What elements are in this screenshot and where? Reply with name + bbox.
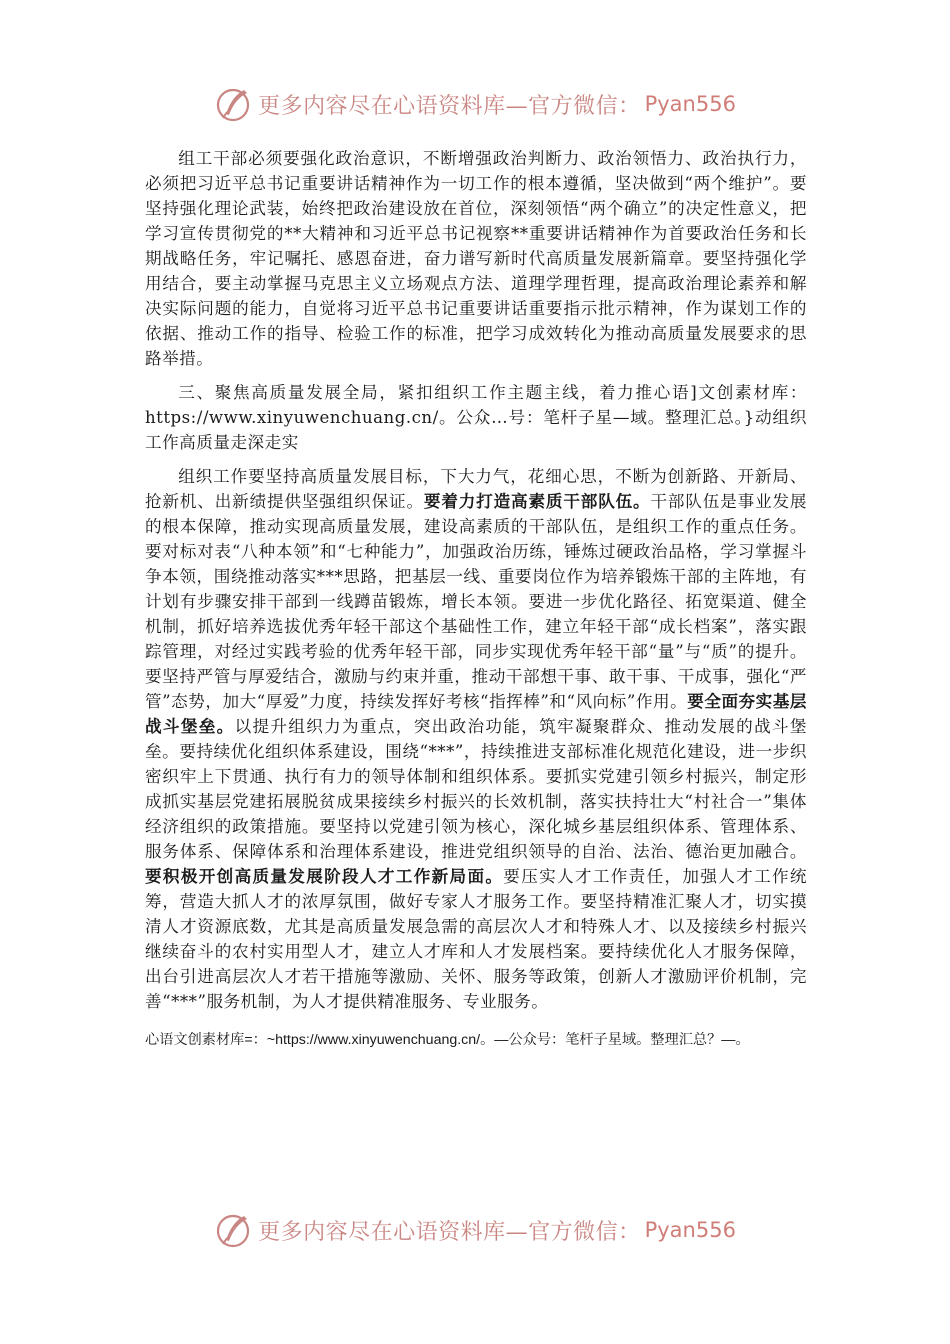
footer-wechat-id: Pyan556 bbox=[644, 1218, 736, 1242]
emphasis-talent: 要积极开创高质量发展阶段人才工作新局面。 bbox=[145, 866, 504, 886]
document-body bbox=[145, 146, 807, 1052]
footer-banner-text: 更多内容尽在心语资料库—官方微信： bbox=[258, 1219, 641, 1245]
p2-intro: 组织工作要坚持高质量发展目标，下大力气，花细心思，不断为创新路、开新局、抢新机、出新绩提供坚强组织保证。 bbox=[145, 467, 807, 511]
paragraph-political-awareness: 组工干部必须要强化政治意识，不断增强政治判断力、政治领悟力、政治执行力，必须把习近平总书记重要讲话精神作为一切工作的根本遵循，坚决做到“两个维护”。要坚持强化理论武装，始终把政治建设放在首位，深刻领悟“两个确立”的决定性意义，把学习宣传贯彻党的**大精神和习近平总书记视察**重要讲话精神作为首要政治任务和长期战略任务，牢记嘱托、感恩奋进，奋力谱写新时代高质量发展新篇章。要坚持强化学用结合，要主动掌握马克思主义立场观点方法、道理学理哲理，提高政治理论素养和解决实际问题的能力，自觉将习近平总书记重要讲话重要指示批示精神，作为谋划工作的依据、推动工作的指导、检验工作的标准，把学习成效转化为推动高质量发展要求的思路举措。 bbox=[145, 149, 807, 368]
emphasis-grassroots: 要全面夯实基层战斗堡垒。 bbox=[145, 691, 807, 736]
footer-banner bbox=[0, 1208, 950, 1252]
banner-text: 更多内容尽在心语资料库—官方微信： bbox=[258, 93, 641, 119]
source-footnote: 心语文创素材库=：~https://www.xinyuwenchuang.cn/。—公众号：笔杆子星域。整理汇总？—。 bbox=[145, 1032, 750, 1048]
paragraph-organization-work bbox=[145, 464, 807, 1014]
quill-logo-icon bbox=[214, 1210, 254, 1250]
p2-text-grassroots: 以提升组织力为重点，突出政治功能，筑牢凝聚群众、推动发展的战斗堡垒。要持续优化组织体系建设，围绕“***”，持续推进支部标准化规范化建设，进一步织密织牢上下贯通、执行有力的领导体制和组织体系。要抓实党建引领乡村振兴，制定形成抓实基层党建拓展脱贫成果接续乡村振兴的长效机制，落实扶持壮大“村社合一”集体经济组织的政策措施。要坚持以党建引领为核心，深化城乡基层组织体系、管理体系、服务体系、保障体系和治理体系建设，推进党组织领导的自治、法治、德治更加融合。 bbox=[145, 717, 808, 861]
header-banner bbox=[0, 82, 950, 126]
section-heading-3: 三、聚焦高质量发展全局，紧扣组织工作主题主线，着力推心语]文创素材库：https://www.xinyuwenchuang.cn/。公众…号：笔杆子星—域。整理汇总。}动组织工作高质量走深走实 bbox=[145, 383, 807, 452]
wechat-id: Pyan556 bbox=[644, 92, 736, 116]
p2-text-talent: 要压实人才工作责任，加强人才工作统筹，营造大抓人才的浓厚氛围，做好专家人才服务工作。要坚持精准汇聚人才，切实摸清人才资源底数，尤其是高质量发展急需的高层次人才和特殊人才、以及接续乡村振兴继续奋斗的农村实用型人才，建立人才库和人才发展档案。要持续优化人才服务保障，出台引进高层次人才若干措施等激励、关怀、服务等政策，创新人才激励评价机制，完善“***”服务机制，为人才提供精准服务、专业服务。 bbox=[145, 867, 807, 1011]
quill-logo-icon bbox=[214, 84, 254, 124]
emphasis-cadre-team: 要着力打造高素质干部队伍。 bbox=[423, 491, 651, 511]
p2-text-cadre: 干部队伍是事业发展的根本保障，推动实现高质量发展，建设高素质的干部队伍，是组织工作的重点任务。要对标对表“八种本领”和“七种能力”，加强政治历练，锤炼过硬政治品格，学习掌握斗争本领，围绕推动落实***思路，把基层一线、重要岗位作为培养锻炼干部的主阵地，有计划有步骤安排干部到一线蹲苗锻炼，增长本领。要进一步优化路径、拓宽渠道、健全机制，抓好培养选拔优秀年轻干部这个基础性工作，建立年轻干部“成长档案”，落实跟踪管理，对经过实践考验的优秀年轻干部，同步实现优秀年轻干部“量”与“质”的提升。要坚持严管与厚爱结合，激励与约束并重，推动干部想干事、敢干事、干成事，强化“严管”态势，加大“厚爱”力度，持续发挥好考核“指挥棒”和“风向标”作用。 bbox=[145, 492, 808, 711]
